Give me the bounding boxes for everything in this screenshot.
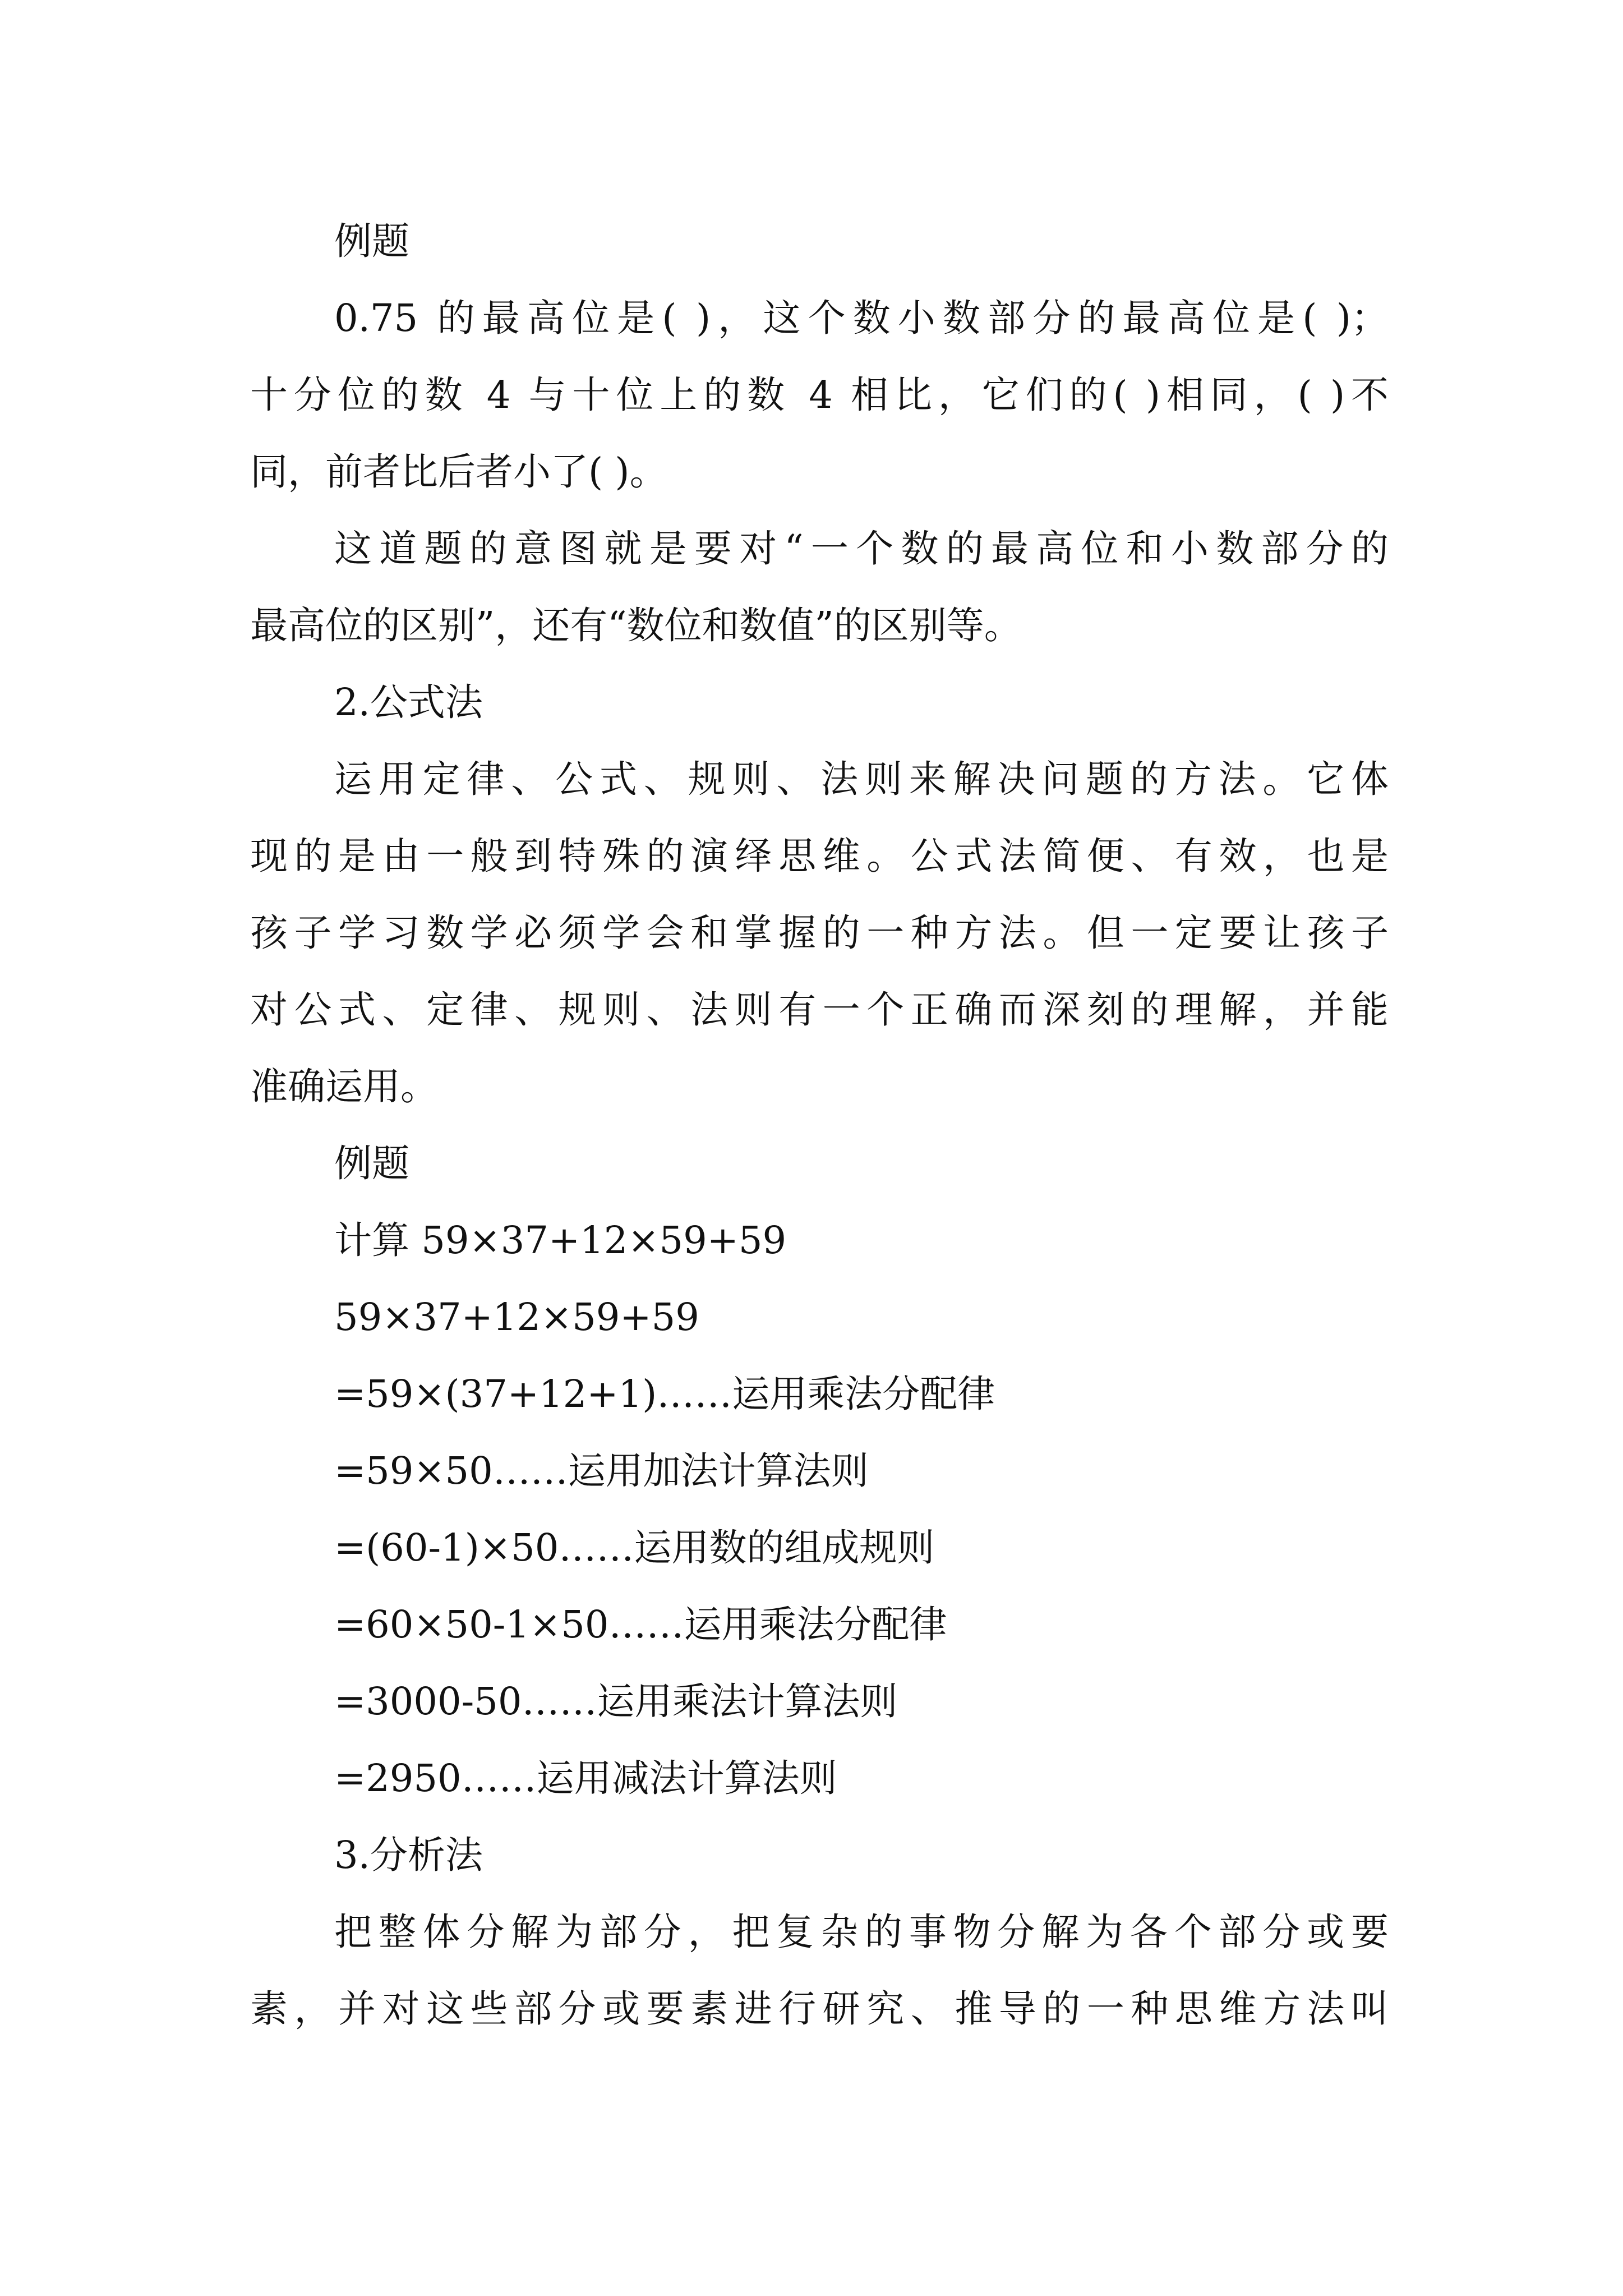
calculation-step-1: =59×(37+12+1)……运用乘法分配律 [334, 1372, 995, 1416]
formula-paragraph-line-5: 准确运用。 [250, 1065, 438, 1108]
example-question-line-3: 同，前者比后者小了( )。 [250, 450, 667, 494]
analysis-paragraph-line-2: 素，并对这些部分或要素进行研究、推导的一种思维方法叫 [250, 1987, 1389, 2031]
example-question-line-1: 0.75 的最高位是( )，这个数小数部分的最高位是( )； [334, 296, 1389, 340]
formula-paragraph-line-2: 现的是由一般到特殊的演绎思维。公式法简便、有效，也是 [250, 834, 1389, 878]
section-heading-analysis-method: 3.分析法 [334, 1833, 483, 1877]
example-heading-1: 例题 [334, 219, 409, 263]
section-heading-formula-method: 2.公式法 [334, 680, 483, 724]
example-question-line-2: 十分位的数 4 与十位上的数 4 相比，它们的( )相同，( )不 [250, 373, 1389, 417]
example-heading-2: 例题 [334, 1142, 409, 1185]
formula-paragraph-line-3: 孩子学习数学必须学会和掌握的一种方法。但一定要让孩子 [250, 911, 1389, 955]
calculation-step-2: =59×50……运用加法计算法则 [334, 1449, 869, 1493]
calculation-step-5: =3000-50……运用乘法计算法则 [334, 1680, 898, 1723]
formula-paragraph-line-4: 对公式、定律、规则、法则有一个正确而深刻的理解，并能 [250, 988, 1389, 1032]
analysis-paragraph-line-1: 把整体分解为部分，把复杂的事物分解为各个部分或要 [334, 1910, 1389, 1954]
calculation-step-6: =2950……运用减法计算法则 [334, 1756, 837, 1800]
calculation-step-0: 59×37+12×59+59 [334, 1295, 699, 1339]
calculation-step-3: =(60-1)×50……运用数的组成规则 [334, 1526, 935, 1570]
calculation-prompt: 计算 59×37+12×59+59 [334, 1218, 787, 1262]
intent-paragraph-line-2: 最高位的区别”，还有“数位和数值”的区别等。 [250, 604, 1022, 647]
intent-paragraph-line-1: 这道题的意图就是要对“一个数的最高位和小数部分的 [334, 527, 1389, 570]
calculation-step-4: =60×50-1×50……运用乘法分配律 [334, 1603, 947, 1646]
formula-paragraph-line-1: 运用定律、公式、规则、法则来解决问题的方法。它体 [334, 757, 1389, 801]
